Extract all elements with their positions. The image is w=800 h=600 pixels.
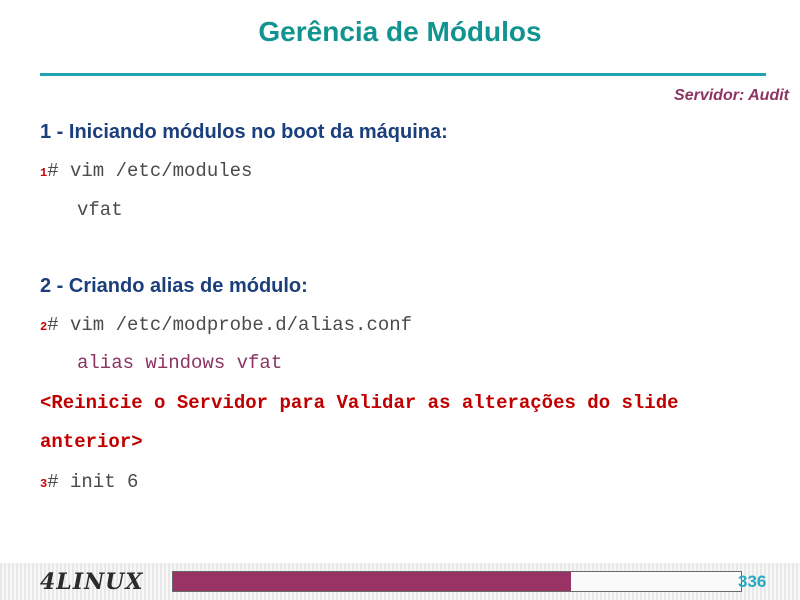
restart-warning-line-1: <Reinicie o Servidor para Validar as alterações do slide [40, 392, 679, 414]
page-number: 336 [738, 572, 767, 591]
section-heading-boot-modules: 1 - Iniciando módulos no boot da máquina: [40, 121, 448, 143]
step-number: 3 [40, 477, 48, 491]
brand-logo: 4LINUX [40, 569, 144, 595]
alias-content-line: alias windows vfat [77, 352, 283, 374]
command-line-1 [40, 160, 252, 182]
server-label: Servidor: Audit [674, 87, 789, 104]
command-line-2 [40, 314, 412, 336]
title-underline [40, 73, 766, 76]
section-heading-module-alias: 2 - Criando alias de módulo: [40, 275, 308, 297]
file-content-line: vfat [77, 199, 123, 221]
slide-progress-bar [172, 571, 742, 592]
command-text: # init 6 [47, 471, 139, 493]
command-text: # vim /etc/modprobe.d/alias.conf [47, 314, 413, 336]
slide-title: Gerência de Módulos [258, 16, 542, 47]
restart-warning-line-2: anterior> [40, 431, 143, 453]
slide-progress-fill [173, 572, 571, 591]
command-text: # vim /etc/modules [47, 160, 253, 182]
step-number: 1 [40, 166, 48, 180]
step-number: 2 [40, 320, 48, 334]
command-line-3 [40, 471, 138, 493]
